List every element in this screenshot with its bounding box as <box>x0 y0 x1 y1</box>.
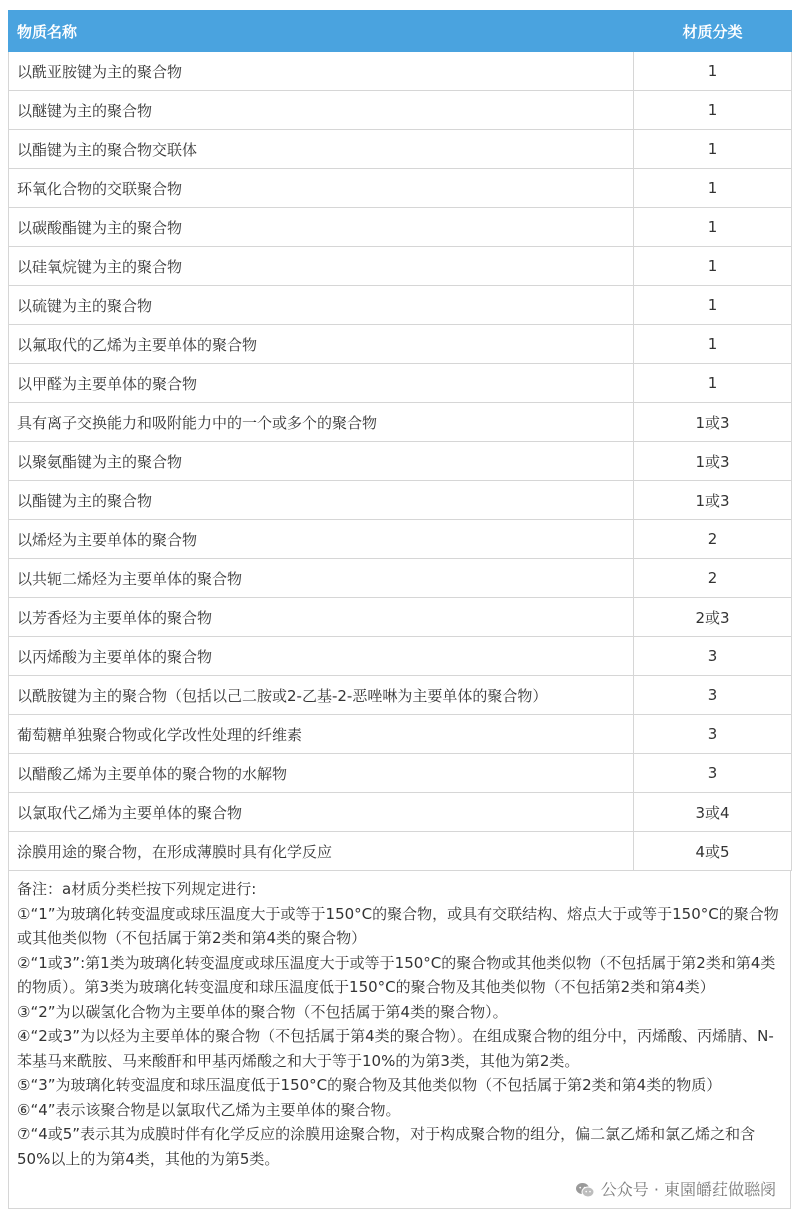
substance-name-cell: 以氯取代乙烯为主要单体的聚合物 <box>9 793 634 832</box>
material-category-cell: 3 <box>634 754 792 793</box>
table-row <box>9 442 792 481</box>
material-category-cell: 3 <box>634 637 792 676</box>
table-row <box>9 793 792 832</box>
material-category-cell: 2 <box>634 520 792 559</box>
note-line: ⑥“4”表示该聚合物是以氯取代乙烯为主要单体的聚合物。 <box>17 1100 401 1119</box>
table-header-row <box>9 11 792 52</box>
note-line: ④“2或3”为以烃为主要单体的聚合物（不包括属于第4类的聚合物）。在组成聚合物的组分中，丙烯酸、丙烯腈、N-苯基马来酰胺、马来酸酐和甲基丙烯酸之和大于等于10%的为第3类，其他为第2类。 <box>17 1027 774 1070</box>
substance-name-cell: 以醋酸乙烯为主要单体的聚合物的水解物 <box>9 754 634 793</box>
note-line: ③“2”为以碳氢化合物为主要单体的聚合物（不包括属于第4类的聚合物）。 <box>17 1002 508 1021</box>
substance-name-cell: 以氟取代的乙烯为主要单体的聚合物 <box>9 325 634 364</box>
note-line: 备注：a材质分类栏按下列规定进行: <box>17 880 257 898</box>
note-line: ①“1”为玻璃化转变温度或球压温度大于或等于150°C的聚合物，或具有交联结构、熔点大于或等于150°C的聚合物或其他类似物（不包括属于第2类和第4类的聚合物） <box>17 904 779 947</box>
material-category-cell: 1或3 <box>634 481 792 520</box>
substance-name-cell: 以酰亚胺键为主的聚合物 <box>9 52 634 91</box>
material-category-cell: 3或4 <box>634 793 792 832</box>
table-row <box>9 403 792 442</box>
material-category-cell: 1或3 <box>634 403 792 442</box>
note-line: ②“1或3”:第1类为玻璃化转变温度或球压温度大于或等于150°C的聚合物或其他类似物（不包括属于第2类和第4类的物质）。第3类为玻璃化转变温度和球压温度低于150°C的聚合物及其他类似物（不包括第2类和第4类） <box>17 953 776 996</box>
material-category-cell: 3 <box>634 715 792 754</box>
document <box>8 10 791 1209</box>
material-category-cell: 1或3 <box>634 442 792 481</box>
table-row <box>9 481 792 520</box>
material-category-cell: 1 <box>634 169 792 208</box>
table-row <box>9 325 792 364</box>
material-category-cell: 1 <box>634 130 792 169</box>
material-category-cell: 1 <box>634 286 792 325</box>
table-row <box>9 247 792 286</box>
table-row <box>9 286 792 325</box>
watermark-text: 公众号 · 東園皭荭做聮阌 <box>600 1179 776 1199</box>
substance-name-cell: 以酰胺键为主的聚合物（包括以己二胺或2-乙基-2-恶唑啉为主要单体的聚合物） <box>9 676 634 715</box>
material-category-cell: 1 <box>634 364 792 403</box>
substance-name-cell: 环氧化合物的交联聚合物 <box>9 169 634 208</box>
table-row <box>9 169 792 208</box>
table-row <box>9 91 792 130</box>
material-category-cell: 3 <box>634 676 792 715</box>
watermark <box>575 1178 776 1203</box>
substance-name-cell: 涂膜用途的聚合物，在形成薄膜时具有化学反应 <box>9 832 634 871</box>
substance-name-cell: 以碳酸酯键为主的聚合物 <box>9 208 634 247</box>
material-category-cell: 1 <box>634 208 792 247</box>
table-row <box>9 52 792 91</box>
table-row <box>9 832 792 871</box>
note-line: ⑤“3”为玻璃化转变温度和球压温度低于150°C的聚合物及其他类似物（不包括属于第2类和第4类的物质） <box>17 1076 722 1094</box>
table-body <box>9 52 792 871</box>
substance-name-cell: 以丙烯酸为主要单体的聚合物 <box>9 637 634 676</box>
substance-name-cell: 以硫键为主的聚合物 <box>9 286 634 325</box>
table-row <box>9 130 792 169</box>
table-row <box>9 715 792 754</box>
table-row <box>9 637 792 676</box>
substance-name-cell: 以聚氨酯键为主的聚合物 <box>9 442 634 481</box>
substance-name-cell: 以酯键为主的聚合物 <box>9 481 634 520</box>
note-line: ⑦“4或5”表示其为成膜时伴有化学反应的涂膜用途聚合物，对于构成聚合物的组分，偏二氯乙烯和氯乙烯之和含50%以上的为第4类，其他的为第5类。 <box>17 1125 756 1168</box>
material-category-cell: 4或5 <box>634 832 792 871</box>
substance-name-cell: 以硅氧烷键为主的聚合物 <box>9 247 634 286</box>
substance-name-cell: 以醚键为主的聚合物 <box>9 91 634 130</box>
table-row <box>9 754 792 793</box>
substance-name-cell: 具有离子交换能力和吸附能力中的一个或多个的聚合物 <box>9 403 634 442</box>
header-material-category: 材质分类 <box>634 11 792 52</box>
table-row <box>9 559 792 598</box>
material-table <box>8 10 792 871</box>
substance-name-cell: 以芳香烃为主要单体的聚合物 <box>9 598 634 637</box>
substance-name-cell: 以甲醛为主要单体的聚合物 <box>9 364 634 403</box>
wechat-icon <box>575 1182 595 1198</box>
material-category-cell: 1 <box>634 325 792 364</box>
substance-name-cell: 以烯烃为主要单体的聚合物 <box>9 520 634 559</box>
table-row <box>9 520 792 559</box>
table-row <box>9 676 792 715</box>
notes-section <box>8 871 791 1209</box>
material-category-cell: 1 <box>634 52 792 91</box>
header-substance-name: 物质名称 <box>9 11 634 52</box>
substance-name-cell: 以共轭二烯烃为主要单体的聚合物 <box>9 559 634 598</box>
material-category-cell: 1 <box>634 91 792 130</box>
material-category-cell: 2 <box>634 559 792 598</box>
substance-name-cell: 以酯键为主的聚合物交联体 <box>9 130 634 169</box>
table-row <box>9 208 792 247</box>
material-category-cell: 2或3 <box>634 598 792 637</box>
table-row <box>9 364 792 403</box>
material-category-cell: 1 <box>634 247 792 286</box>
substance-name-cell: 葡萄糖单独聚合物或化学改性处理的纤维素 <box>9 715 634 754</box>
table-row <box>9 598 792 637</box>
